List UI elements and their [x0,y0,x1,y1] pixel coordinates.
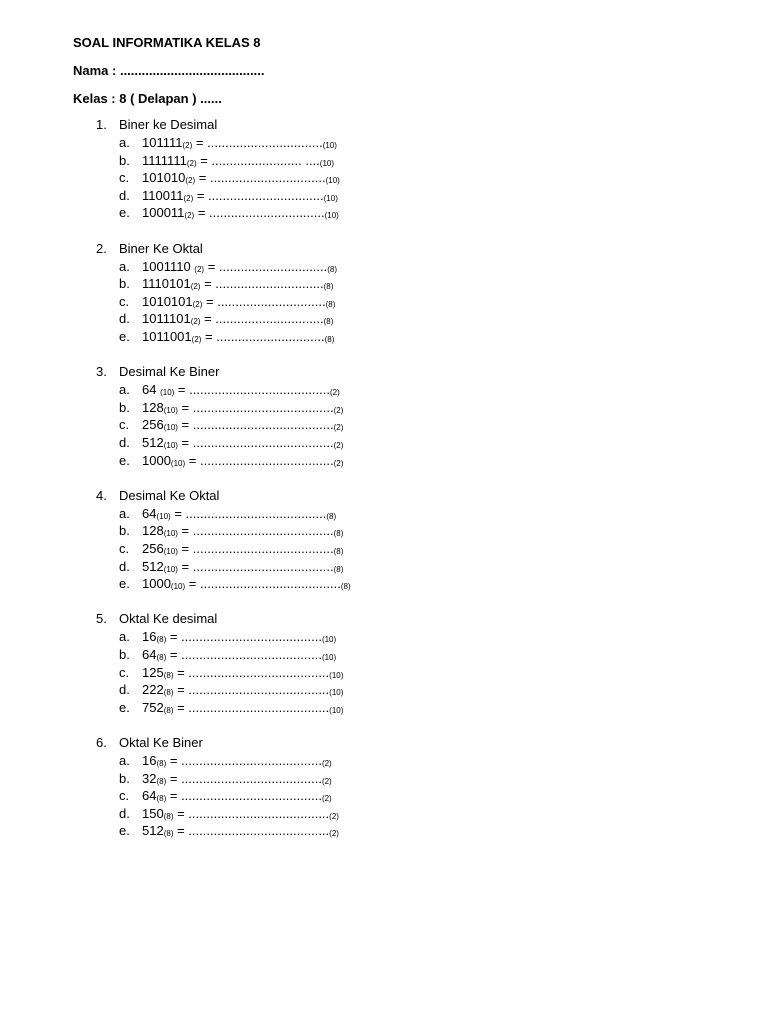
question-item [96,523,696,541]
item-from-base: (10) [160,388,175,398]
item-from-base: (8) [156,776,167,786]
item-letter: a. [119,505,130,521]
question-item [96,311,696,329]
item-value: 1111111 [142,152,187,168]
item-from-base: (8) [163,670,174,680]
section-number: 5. [96,611,107,627]
class-field-line: Kelas : 8 ( Delapan ) ...... [73,91,222,106]
item-letter: d. [119,311,130,327]
item-answer-blank: = ....................................... [166,770,322,786]
item-letter: b. [119,770,130,786]
section-number: 2. [96,240,107,256]
question-section [96,364,696,488]
section-number: 1. [96,117,107,132]
item-answer-blank: = ....................................... [173,699,330,715]
item-value: 1011101 [142,311,191,327]
item-letter: d. [119,558,130,574]
item-from-base: (8) [156,758,167,768]
item-from-base: (8) [156,794,167,804]
item-value: 128 [142,523,164,539]
section-title: Oktal Ke Biner [119,734,203,750]
item-from-base: (10) [163,564,178,574]
item-answer-blank: = ....................................... [177,399,334,415]
item-to-base: (10) [319,158,335,168]
item-from-base: (2) [190,317,201,327]
question-section [96,735,696,859]
item-to-base: (10) [325,176,340,186]
item-letter: c. [119,170,130,186]
item-answer-blank: = ..................................... [185,452,334,468]
item-letter: b. [119,523,130,539]
item-answer-blank: = ....................................... [173,664,330,680]
item-from-base: (8) [163,688,174,698]
item-value: 256 [142,417,164,433]
question-item [96,806,696,824]
item-value: 110011 [142,187,184,203]
item-to-base: (10) [322,141,337,150]
item-value: 100011 [142,205,185,221]
item-letter: d. [119,434,130,450]
question-item [96,205,696,223]
item-to-base: (2) [330,388,340,398]
item-answer-blank: = ....................................... [173,682,330,698]
item-from-base: (10) [163,405,178,415]
item-value: 1011001 [142,328,192,344]
item-to-base: (8) [324,334,335,344]
item-value: 64 [142,505,157,521]
item-from-base: (10) [170,582,186,592]
item-letter: c. [119,540,130,556]
item-answer-blank: = ....................................... [185,576,341,592]
section-title: Oktal Ke desimal [119,611,218,627]
question-item [96,559,696,577]
item-answer-blank: = .............................. [204,258,328,274]
item-to-base: (8) [333,564,344,574]
item-letter: c. [119,417,130,433]
item-to-base: (8) [327,264,338,274]
item-to-base: (8) [325,299,336,309]
question-item [96,541,696,559]
question-item [96,400,696,418]
question-item [96,647,696,665]
item-from-base: (8) [156,652,167,662]
item-to-base: (2) [333,440,344,450]
item-to-base: (2) [329,829,339,839]
question-item [96,188,696,206]
item-letter: d. [119,805,130,821]
item-letter: a. [119,258,130,274]
item-from-base: (8) [163,829,174,839]
item-letter: e. [119,699,130,715]
section-title: Biner Ke Oktal [119,240,203,256]
question-item [96,823,696,841]
question-item [96,700,696,718]
item-letter: b. [119,646,130,662]
section-heading [96,735,696,753]
item-answer-blank: = ....................................... [173,805,330,821]
question-item [96,453,696,471]
item-from-base: (10) [163,423,178,433]
question-item [96,788,696,806]
item-value: 64 [142,382,161,398]
item-to-base: (8) [326,511,337,521]
item-to-base: (10) [329,705,344,715]
question-item [96,753,696,771]
question-item [96,417,696,435]
item-to-base: (10) [329,688,344,698]
item-answer-blank: = .............................. [202,293,326,309]
item-value: 1010101 [142,293,193,309]
item-answer-blank: = ....................................... [177,523,334,539]
item-value: 1001110 [142,258,195,274]
question-item [96,153,696,171]
item-letter: e. [119,576,130,592]
item-letter: e. [119,452,130,468]
item-from-base: (2) [182,141,193,150]
question-item [96,576,696,594]
item-value: 512 [142,434,164,450]
item-letter: a. [119,135,130,150]
item-answer-blank: = ......................... .... [196,152,320,168]
item-letter: e. [119,205,130,221]
item-to-base: (8) [323,282,334,292]
item-letter: b. [119,152,130,168]
item-from-base: (8) [163,811,174,821]
item-from-base: (2) [185,176,196,186]
question-item [96,629,696,647]
item-letter: c. [119,788,130,804]
item-value: 222 [142,682,164,698]
item-letter: c. [119,664,130,680]
item-from-base: (2) [184,211,195,221]
item-answer-blank: = ................................ [194,205,325,221]
item-value: 150 [142,805,164,821]
item-letter: d. [119,187,130,203]
question-list [96,117,696,859]
item-to-base: (8) [333,546,344,556]
item-answer-blank: = ....................................... [166,629,322,645]
question-item [96,771,696,789]
item-to-base: (2) [333,423,344,433]
question-item [96,329,696,347]
item-value: 1000 [142,452,171,468]
item-answer-blank: = ....................................... [166,788,322,804]
item-to-base: (8) [333,529,344,539]
item-answer-blank: = ....................................... [173,823,330,839]
item-from-base: (2) [190,282,201,292]
item-to-base: (10) [321,652,337,662]
item-answer-blank: = ................................ [192,135,323,150]
item-value: 128 [142,399,164,415]
section-title: Desimal Ke Biner [119,364,220,380]
item-to-base: (10) [324,211,339,221]
item-answer-blank: = ....................................... [170,505,327,521]
item-to-base: (10) [323,193,338,203]
question-item [96,276,696,294]
item-from-base: (10) [163,546,178,556]
item-letter: a. [119,752,130,768]
item-value: 256 [142,540,164,556]
item-to-base: (2) [329,811,339,821]
question-item [96,506,696,524]
item-to-base: (2) [333,405,344,415]
item-answer-blank: = ....................................... [177,540,334,556]
item-to-base: (10) [329,670,344,680]
item-answer-blank: = ....................................... [166,646,322,662]
section-number: 6. [96,734,107,750]
question-item [96,135,696,153]
item-to-base: (8) [340,582,351,592]
item-letter: e. [119,328,130,344]
section-heading [96,364,696,382]
question-item [96,665,696,683]
item-from-base: (10) [170,458,186,468]
item-value: 125 [142,664,164,680]
item-letter: b. [119,399,130,415]
section-title: Biner ke Desimal [119,117,218,132]
item-from-base: (10) [163,440,178,450]
item-answer-blank: = ....................................... [177,434,334,450]
item-to-base: (2) [321,758,332,768]
item-to-base: (8) [323,317,334,327]
item-value: 1110101 [142,276,191,292]
item-letter: c. [119,293,130,309]
item-answer-blank: = ................................ [193,187,324,203]
item-value: 16 [142,629,157,645]
item-from-base: (8) [156,635,167,645]
question-item [96,294,696,312]
item-to-base: (2) [321,794,332,804]
question-section [96,488,696,612]
section-number: 3. [96,364,107,380]
item-value: 512 [142,823,164,839]
item-to-base: (2) [321,776,332,786]
section-number: 4. [96,487,107,503]
question-section [96,611,696,735]
item-letter: a. [119,382,130,398]
item-answer-blank: = ....................................... [166,752,322,768]
question-item [96,435,696,453]
section-heading [96,241,696,259]
item-value: 64 [142,646,157,662]
question-item [96,170,696,188]
section-heading [96,117,696,135]
item-answer-blank: = .............................. [201,328,325,344]
item-value: 752 [142,699,164,715]
item-from-base: (2) [194,264,205,274]
item-value: 101111 [142,135,183,150]
section-heading [96,488,696,506]
item-answer-blank: = ....................................... [177,558,334,574]
item-to-base: (2) [333,458,344,468]
question-item [96,382,696,400]
item-from-base: (2) [192,299,203,309]
item-from-base: (2) [191,334,202,344]
item-answer-blank: = ....................................... [174,382,330,398]
item-letter: e. [119,823,130,839]
item-value: 16 [142,752,157,768]
section-heading [96,611,696,629]
worksheet-title: SOAL INFORMATIKA KELAS 8 [73,35,261,50]
item-answer-blank: = ....................................... [177,417,334,433]
item-from-base: (8) [163,705,174,715]
item-letter: b. [119,276,130,292]
question-section [96,117,696,241]
item-to-base: (10) [321,635,337,645]
item-answer-blank: = .............................. [200,311,324,327]
item-value: 101010 [142,170,186,186]
item-letter: d. [119,682,130,698]
question-section [96,241,696,365]
item-letter: a. [119,629,130,645]
item-value: 1000 [142,576,171,592]
name-field-line: Nama : ........................................ [73,63,265,78]
section-title: Desimal Ke Oktal [119,487,220,503]
item-from-base: (10) [163,529,178,539]
item-value: 512 [142,558,164,574]
item-answer-blank: = ................................ [195,170,326,186]
item-value: 32 [142,770,157,786]
question-item [96,259,696,277]
item-from-base: (10) [156,511,171,521]
item-from-base: (2) [186,158,197,168]
item-from-base: (2) [183,193,194,203]
item-value: 64 [142,788,157,804]
item-answer-blank: = .............................. [200,276,324,292]
question-item [96,682,696,700]
